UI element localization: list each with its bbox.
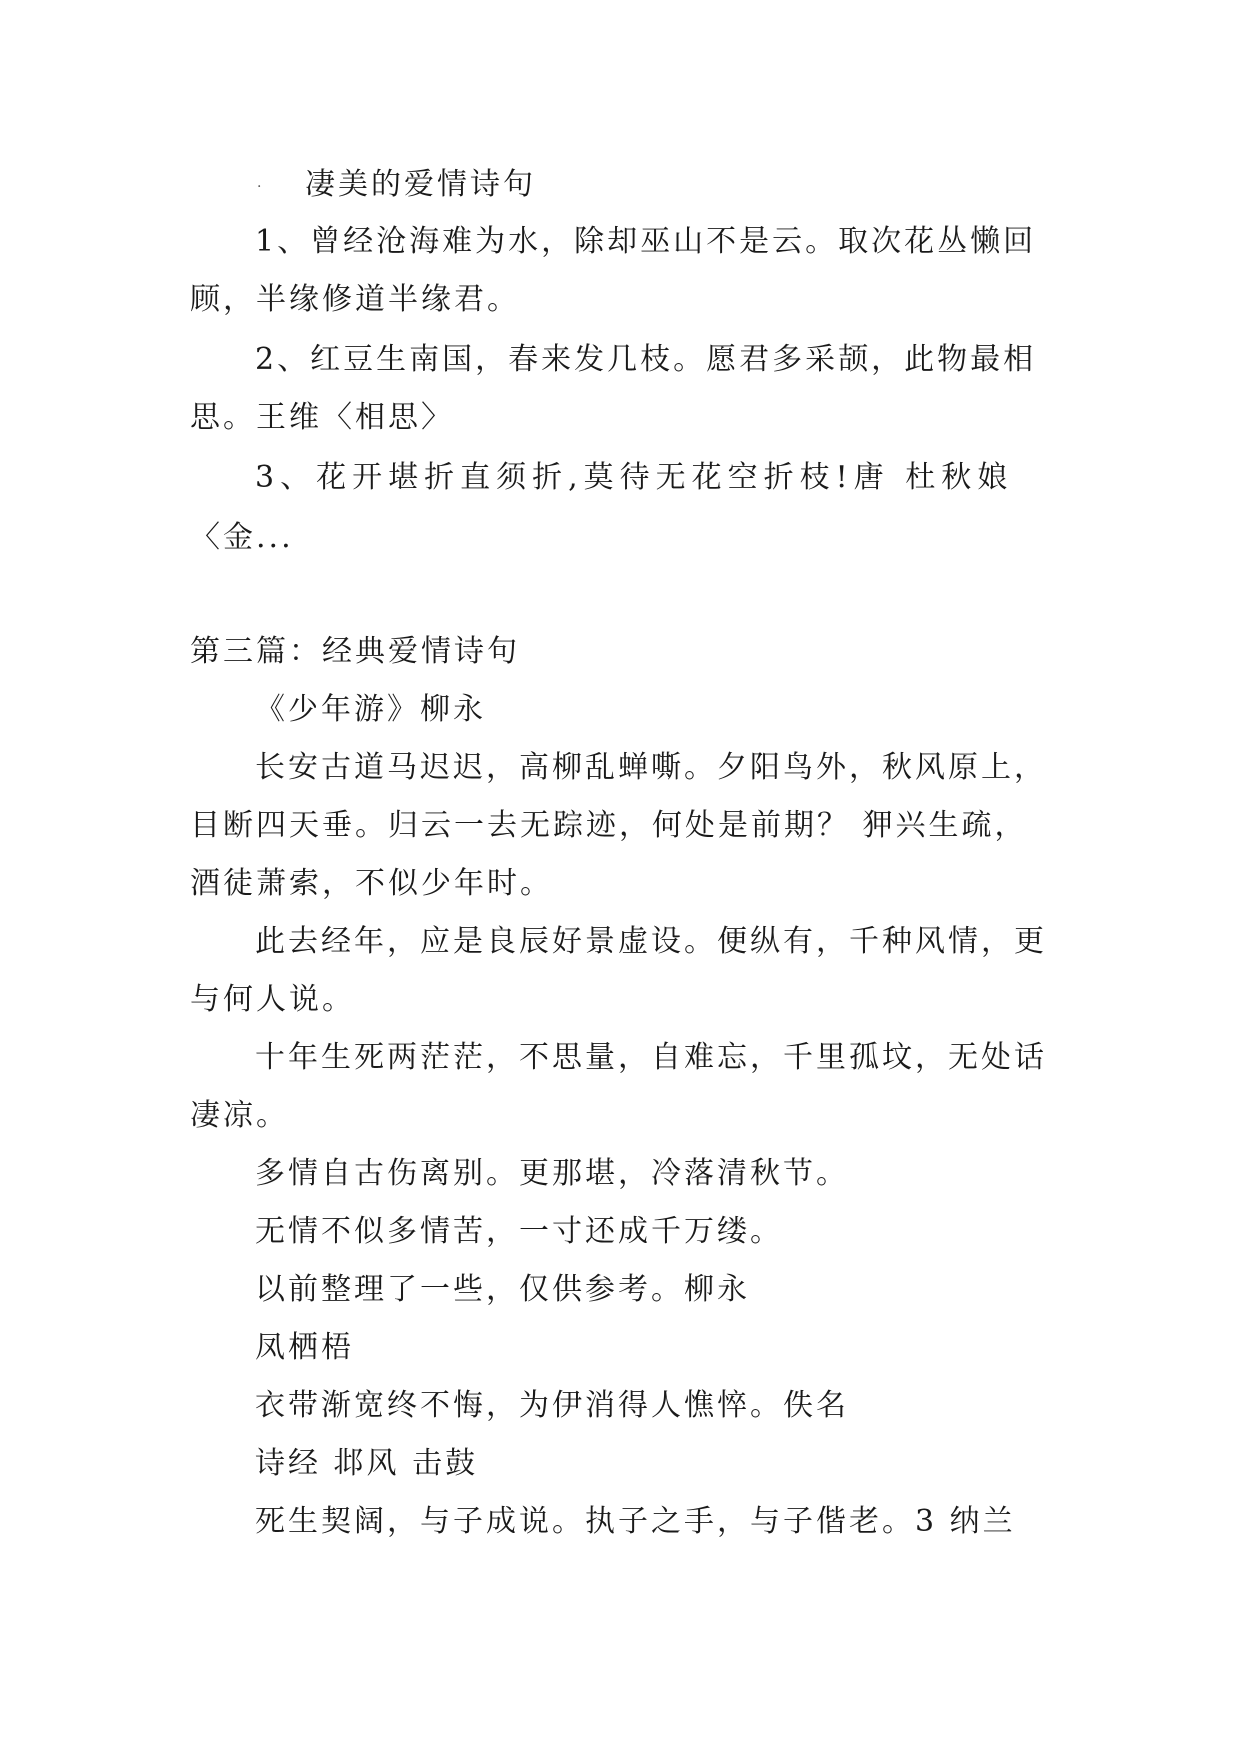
paragraph-line: 凤栖梧 [255, 1330, 354, 1365]
section-three-heading: 第三篇：经典爱情诗句 [190, 634, 520, 669]
paragraph-line: 长安古道马迟迟，高柳乱蝉嘶。夕阳鸟外，秋风原上， [255, 750, 1047, 785]
paragraph-line: 3、花开堪折直须折,莫待无花空折枝!唐 杜秋娘 [255, 460, 1014, 495]
paragraph-line: 酒徒萧索，不似少年时。 [190, 866, 553, 901]
paragraph-line: 思。王维〈相思〉 [190, 400, 454, 435]
section-one-heading: 凄美的爱情诗句 [305, 167, 536, 202]
poem-title: 《少年游》柳永 [255, 692, 486, 727]
paragraph-line: 2、红豆生南国，春来发几枝。愿君多采颉，此物最相 [255, 342, 1037, 377]
paragraph-line: 此去经年，应是良辰好景虚设。便纵有，千种风情，更 [255, 924, 1047, 959]
list-bullet: · [257, 179, 262, 195]
paragraph-line: 顾，半缘修道半缘君。 [190, 282, 520, 317]
paragraph-line: 无情不似多情苦，一寸还成千万缕。 [255, 1214, 783, 1249]
paragraph-line: 以前整理了一些，仅供参考。柳永 [255, 1272, 750, 1307]
paragraph-line: 目断四天垂。归云一去无踪迹，何处是前期？ 狎兴生疏， [190, 808, 1028, 843]
paragraph-line: 诗经 邶风 击鼓 [255, 1446, 479, 1481]
paragraph-line: 与何人说。 [190, 982, 355, 1017]
paragraph-line: 死生契阔，与子成说。执子之手，与子偕老。3 纳兰 [255, 1504, 1016, 1539]
paragraph-line: 多情自古伤离别。更那堪，冷落清秋节。 [255, 1156, 849, 1191]
paragraph-line: 衣带渐宽终不悔，为伊消得人憔悴。佚名 [255, 1388, 849, 1423]
paragraph-line: 十年生死两茫茫，不思量，自难忘，千里孤坟，无处话 [255, 1040, 1047, 1075]
paragraph-line: 凄凉。 [190, 1098, 289, 1133]
paragraph-line: 1、曾经沧海难为水，除却巫山不是云。取次花丛懒回 [255, 224, 1037, 259]
paragraph-line: 〈金... [190, 520, 294, 555]
